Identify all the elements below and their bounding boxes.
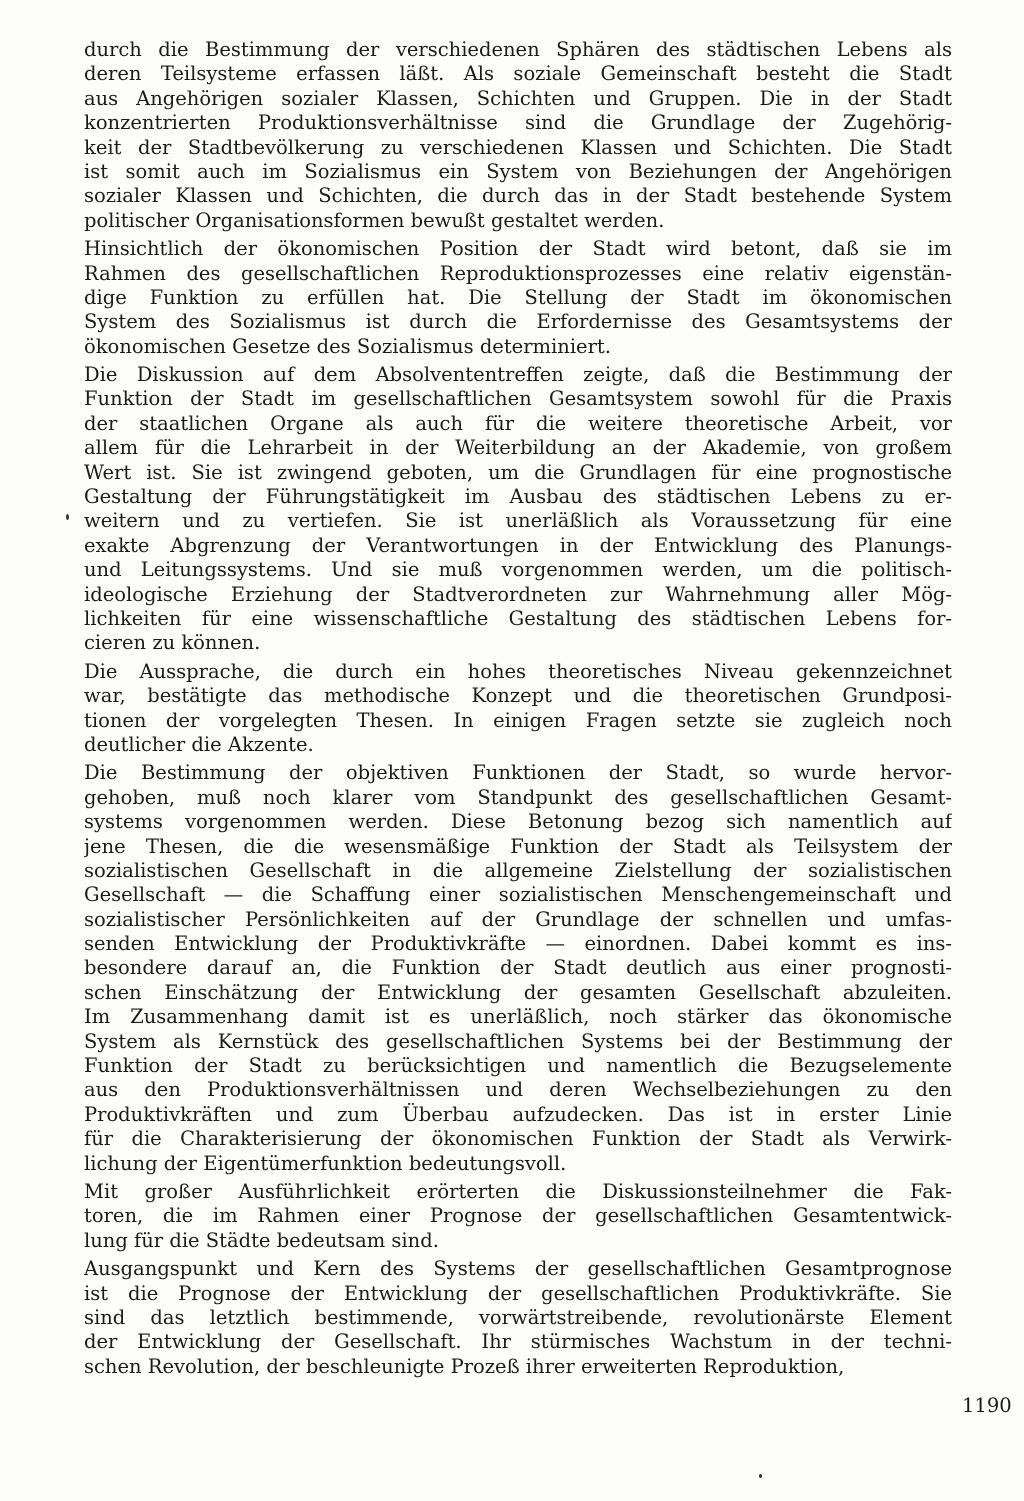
text-line: Mit großer Ausführlichkeit erörterten die Diskussionsteilnehmer die Fak- <box>84 1179 952 1203</box>
text-line: lichung der Eigentümerfunktion bedeutungsvoll. <box>84 1151 567 1175</box>
text-line: der staatlichen Organe als auch für die weitere theoretische Arbeit, vor <box>84 411 952 435</box>
text-line: schen Einschätzung der Entwicklung der gesamten Gesellschaft abzuleiten. <box>84 980 952 1004</box>
text-line: tionen der vorgelegten Thesen. In einigen Fragen setzte sie zugleich noch <box>84 708 952 732</box>
text-line: deutlicher die Akzente. <box>84 732 314 756</box>
text-line: Die Bestimmung der objektiven Funktionen der Stadt, so wurde hervor- <box>84 761 952 785</box>
text-line: Rahmen des gesellschaftlichen Reproduktionsprozesses eine relativ eigenstän- <box>84 261 952 285</box>
text-line: toren, die im Rahmen einer Prognose der gesellschaftlichen Gesamtentwick- <box>84 1204 952 1228</box>
text-line: senden Entwicklung der Produktivkräfte — einordnen. Dabei kommt es ins- <box>84 932 952 956</box>
text-line: deren Teilsysteme erfassen läßt. Als soziale Gemeinschaft besteht die Stadt <box>84 62 952 86</box>
text-line: ökonomischen Gesetze des Sozialismus determiniert. <box>84 334 611 358</box>
text-line: cieren zu können. <box>84 631 261 655</box>
paragraph <box>84 237 952 359</box>
text-line: für die Charakterisierung der ökonomischen Funktion der Stadt als Verwirk- <box>84 1127 952 1151</box>
text-line: Funktion der Stadt zu berücksichtigen und namentlich die Bezugselemente <box>84 1054 952 1078</box>
text-line: weitern und zu vertiefen. Sie ist unerläßlich als Voraussetzung für eine <box>84 509 952 533</box>
page-number: 1190 <box>962 1394 1012 1417</box>
text-line: Ausgangspunkt und Kern des Systems der gesellschaftlichen Gesamtprognose <box>84 1257 952 1281</box>
text-line: aus Angehörigen sozialer Klassen, Schichten und Gruppen. Die in der Stadt <box>84 86 952 110</box>
text-line: sozialistischer Persönlichkeiten auf der Grundlage der schnellen und umfas- <box>84 907 952 931</box>
text-line: ist somit auch im Sozialismus ein System von Beziehungen der Angehörigen <box>84 159 952 183</box>
text-line: Im Zusammenhang damit ist es unerläßlich, noch stärker das ökonomische <box>84 1005 952 1029</box>
text-line: jene Thesen, die die wesensmäßige Funktion der Stadt als Teilsystem der <box>84 834 952 858</box>
body-text <box>84 38 952 1383</box>
scan-speck <box>759 1474 762 1478</box>
text-line: sozialistischen Gesellschaft in die allgemeine Zielstellung der sozialistischen <box>84 858 952 882</box>
text-line: Die Aussprache, die durch ein hohes theoretisches Niveau gekennzeichnet <box>84 659 952 683</box>
text-line: dige Funktion zu erfüllen hat. Die Stellung der Stadt im ökonomischen <box>84 285 952 309</box>
paragraph <box>84 1180 952 1253</box>
scan-speck <box>66 514 69 520</box>
text-line: System als Kernstück des gesellschaftlichen Systems bei der Bestimmung der <box>84 1029 952 1053</box>
paragraph <box>84 660 952 758</box>
text-line: Wert ist. Sie ist zwingend geboten, um die Grundlagen für eine prognostische <box>84 460 952 484</box>
paragraph <box>84 1257 952 1379</box>
text-line: lichkeiten für eine wissenschaftliche Gestaltung des städtischen Lebens for- <box>84 606 952 630</box>
text-line: schen Revolution, der beschleunigte Prozeß ihrer erweiterten Reproduktion, <box>84 1354 845 1378</box>
paragraph <box>84 761 952 1176</box>
text-line: Gesellschaft — die Schaffung einer sozialistischen Menschengemeinschaft und <box>84 883 952 907</box>
text-line: ist die Prognose der Entwicklung der gesellschaftlichen Produktivkräfte. Sie <box>84 1281 952 1305</box>
paragraph <box>84 363 952 656</box>
text-line: gehoben, muß noch klarer vom Standpunkt des gesellschaftlichen Gesamt- <box>84 785 952 809</box>
text-line: allem für die Lehrarbeit in der Weiterbildung an der Akademie, von großem <box>84 436 952 460</box>
text-line: sozialer Klassen und Schichten, die durch das in der Stadt bestehende System <box>84 184 952 208</box>
text-line: aus den Produktionsverhältnissen und deren Wechselbeziehungen zu den <box>84 1078 952 1102</box>
text-line: Gestaltung der Führungstätigkeit im Ausbau des städtischen Lebens zu er- <box>84 485 952 509</box>
text-line: lung für die Städte bedeutsam sind. <box>84 1228 439 1252</box>
text-line: Hinsichtlich der ökonomischen Position der Stadt wird betont, daß sie im <box>84 237 952 261</box>
text-line: keit der Stadtbevölkerung zu verschiedenen Klassen und Schichten. Die Stadt <box>84 135 952 159</box>
text-line: sind das letztlich bestimmende, vorwärtstreibende, revolutionärste Element <box>84 1305 952 1329</box>
text-line: systems vorgenommen werden. Diese Betonung bezog sich namentlich auf <box>84 810 952 834</box>
text-line: besondere darauf an, die Funktion der Stadt deutlich aus einer prognosti- <box>84 956 952 980</box>
text-line: war, bestätigte das methodische Konzept und die theoretischen Grundposi- <box>84 684 952 708</box>
text-line: ideologische Erziehung der Stadtverordneten zur Wahrnehmung aller Mög- <box>84 582 952 606</box>
text-line: durch die Bestimmung der verschiedenen Sphären des städtischen Lebens als <box>84 38 952 61</box>
paragraph <box>84 38 952 233</box>
text-line: der Entwicklung der Gesellschaft. Ihr stürmisches Wachstum in der techni- <box>84 1330 952 1354</box>
text-line: exakte Abgrenzung der Verantwortungen in der Entwicklung des Planungs- <box>84 533 952 557</box>
text-line: und Leitungssystems. Und sie muß vorgenommen werden, um die politisch- <box>84 558 952 582</box>
text-line: konzentrierten Produktionsverhältnisse sind die Grundlage der Zugehörig- <box>84 111 952 135</box>
text-line: System des Sozialismus ist durch die Erfordernisse des Gesamtsystems der <box>84 310 952 334</box>
text-line: politischer Organisationsformen bewußt gestaltet werden. <box>84 208 665 232</box>
text-line: Funktion der Stadt im gesellschaftlichen Gesamtsystem sowohl für die Praxis <box>84 387 952 411</box>
text-line: Die Diskussion auf dem Absolvententreffen zeigte, daß die Bestimmung der <box>84 363 952 387</box>
text-line: Produktivkräften und zum Überbau aufzudecken. Das ist in erster Linie <box>84 1102 952 1126</box>
